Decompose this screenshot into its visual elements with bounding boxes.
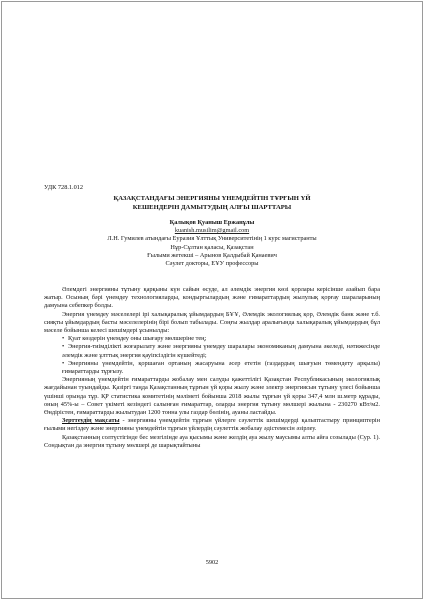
supervisor-title: Сәулет докторы, ЕҰУ профессоры: [165, 260, 259, 268]
author-name: Қалықов Қуаныш Ержанұлы: [169, 219, 255, 226]
paragraph-5: Қазақстанның солтүстігінде бес мезгілінде ауа қысымы және желдің ауа жылу маусымы алты айға созылады (Сур. 1). Сондықтан да энергия тұтыну мөлшері де шарықтайтыны: [44, 433, 380, 449]
bullet-icon: •: [62, 359, 65, 367]
bullet-icon: •: [62, 343, 65, 351]
bullet-item-1: [44, 335, 380, 343]
udk-code: УДК 728.1.012: [44, 184, 84, 191]
paragraph-1: Әлемдегі энергияны тұтыну қарқыны күн сайын өсуде, ал әлемдік энергия көзі қорлары керісінше азайып бара жатыр. Осының бәрі үнемдеу технологияларды, кондыргылардың және ғимараттардың жылулық қорғау шараларының дамуына себепкер болды.: [44, 286, 380, 310]
research-aim-label: Зерттеудің мақсаты: [62, 417, 120, 425]
author-city: Нұр-Сұлтан қаласы, Қазақстан: [170, 243, 254, 251]
paragraph-3: Энергияның үнемдейтін ғимараттарды жобалау мен салуды қажеттілігі Қазақстан Республикасының экологиялық жағдайынан туындайды. Қазіргі таңда Қазақстанның тұрғын үй қоры жылу және электр энергиясын тұтыну үлесі бойынша үшінші орында тұр. ҚР статистика комитетінің мәліметі бойынша 2018 жылы тұрғын үй қоры 347,4 млн ш.метр құрады, оның 45%-ы – Совет үкіметі кезіндегі салынған ғимараттар, оларды энергия тұтыну мөлшері жылына - 230270 кВт/м2. Өндірістен, ғимараттарды жылытудан 1200 тонна улы газдар бөлінің, ауаны ластайды.: [44, 376, 380, 417]
author-affiliation: Л.Н. Гумилев атындағы Еуразия Ұлттық Университетінің 1 курс магистранты: [107, 235, 317, 243]
bullet-icon: •: [62, 335, 65, 343]
page-number: 5902: [205, 559, 219, 566]
author-block: [44, 219, 380, 268]
bullet-item-3: [44, 360, 380, 376]
paragraph-4: [44, 417, 380, 433]
article-body: [44, 286, 380, 450]
title-line-2: КЕШЕНДЕРІН ДАМЫТУДЫҢ АЛҒЫ ШАРТТАРЫ: [132, 204, 292, 211]
bullet-text-1: Қуат көздерін үнемдеу оны шығару мөлшеріне тең;: [68, 335, 207, 343]
bullet-text-2: Энергия-тиімділікті жоғарылату және энергияны үнемдеу шаралары экономиканың дамуына әкеледі, нәтижесінде әлемдік және ұлттық энергия қауіпсіздігін күшейтеді;: [62, 343, 380, 359]
paragraph-2: Энергия үнемдеу мәселелері ірі халықаралық ұйымдардың БҰҰ, Әлемдік экологиялық қор, Әлемдік банк және т.б. сияқты ұйымдардың басты мәселелерінің бірі болып табылады. Соңғы жылдар аралығында халықаралық ұйымдардың бұл мәселе бойынша келесі шешімдері ұсынылды:: [44, 310, 380, 335]
bullet-item-2: [44, 343, 380, 359]
article-title: [44, 194, 380, 212]
title-line-1: ҚАЗАҚСТАНДАҒЫ ЭНЕРГИЯНЫ ҮНЕМДЕЙТІН ТҰРҒЫН ҮЙ: [113, 195, 311, 202]
research-aim-text: - энергияны үнемдейтін тұрғын үйлерге сәулеттік шешімдерді қалыптастыру принциптерін ғылыми негіздеу және энергияны үнемдейтін тұрғын үйлердің сәулеттік жобалау әдістемесін әзірлеу.: [44, 417, 380, 433]
supervisor: Ғылыми жетекші – Арынов Қалдыбай Қанаевич: [147, 251, 277, 259]
bullet-text-3: Энергияны үнемдейтін, қоршаған ортаның жасаруына әсер ететін (газдардың шығуын төмендету арқылы) ғимараттарды тұрғызу.: [62, 359, 380, 376]
author-email-link[interactable]: kuanish.musilim@gmail.com: [174, 227, 250, 235]
document-page: [1, 1, 423, 599]
